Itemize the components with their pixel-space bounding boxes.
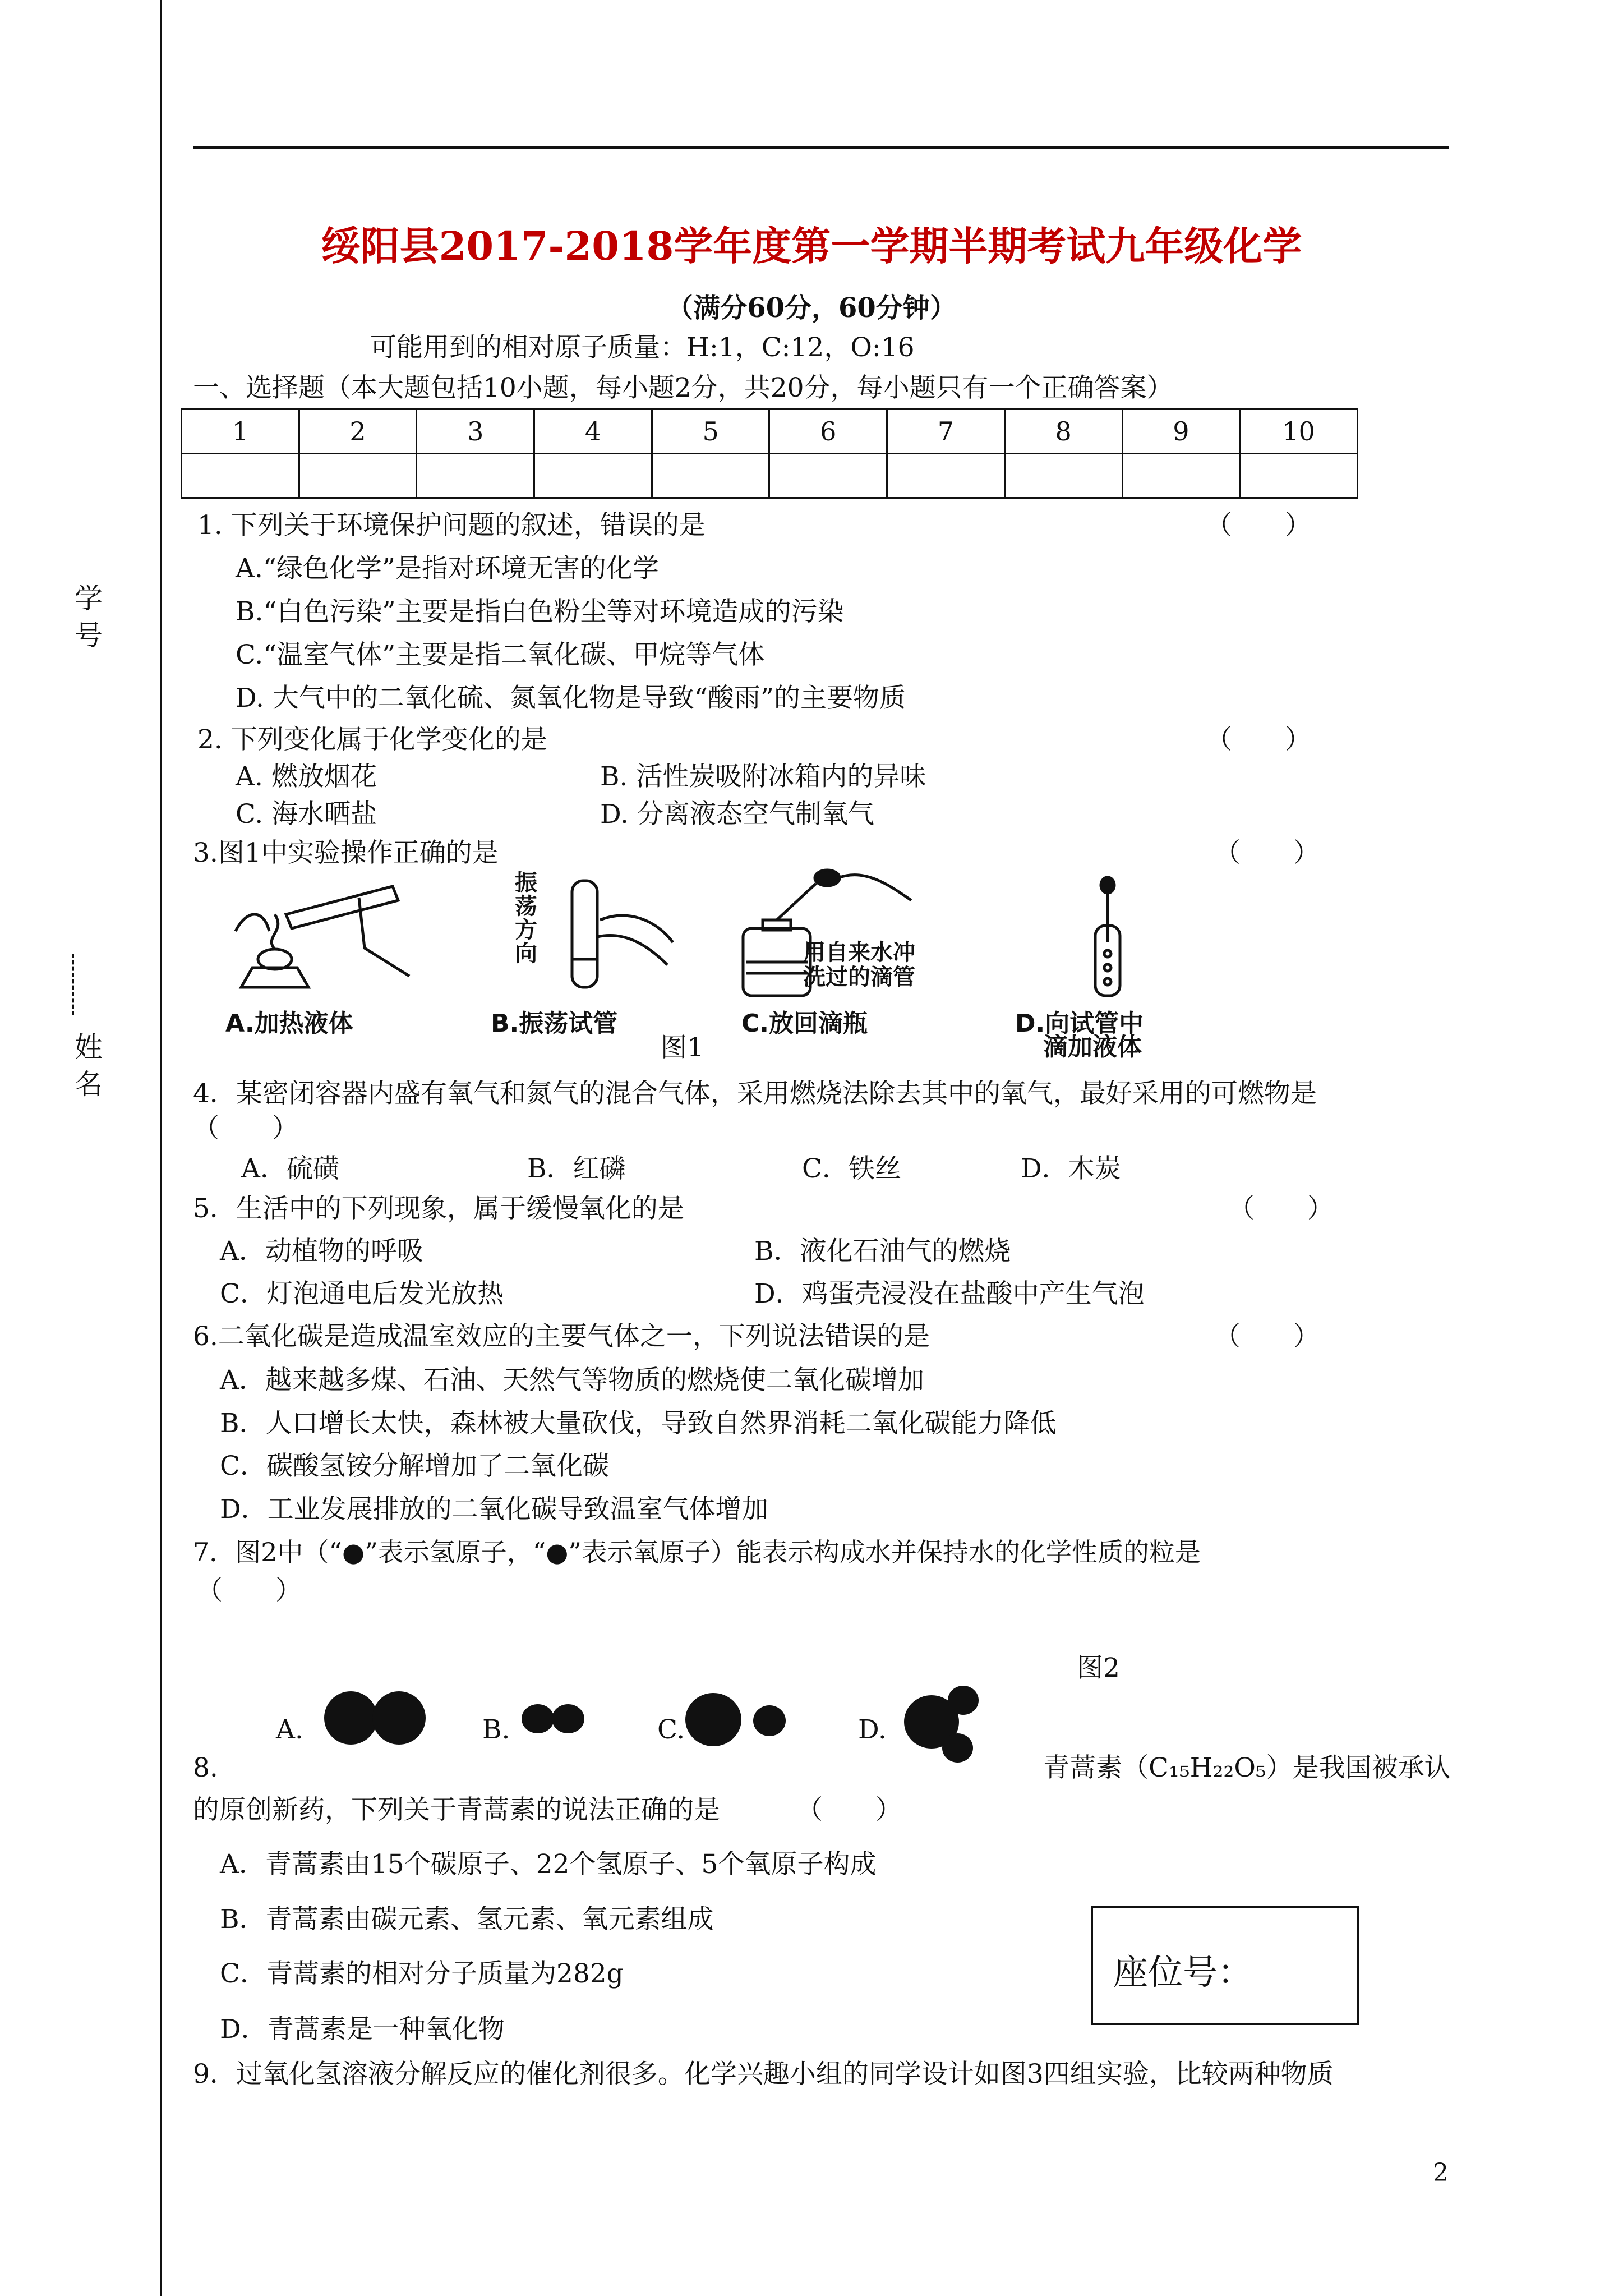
exam-title: 绥阳县2017-2018学年度第一学期半期考试九年级化学 — [321, 223, 1302, 269]
heating-liquid-illustration — [224, 875, 449, 1004]
q2-option-a: A. 燃放烟花 — [236, 761, 377, 792]
exam-subtitle: （满分60分，60分钟） — [666, 292, 957, 324]
q1-option-d: D. 大气中的二氧化硫、氮氧化物是导致“酸雨”的主要物质 — [236, 683, 906, 714]
answer-header-cell: 9 — [1122, 409, 1240, 454]
q4-answer-paren: （ ） — [193, 1113, 298, 1144]
q5-answer-paren: （ ） — [1228, 1193, 1334, 1224]
answer-header-cell: 10 — [1240, 409, 1358, 454]
figure2-caption: 图2 — [1077, 1653, 1120, 1683]
fig1-label-d-line2: 滴加液体 — [1043, 1033, 1142, 1061]
q5-stem: 5．生活中的下列现象，属于缓慢氧化的是 — [193, 1193, 684, 1224]
fig2-option-c: C. — [657, 1714, 685, 1745]
answer-header-cell: 4 — [534, 409, 652, 454]
name-blank — [72, 954, 76, 1015]
answer-cell[interactable] — [887, 454, 1005, 498]
atom-icon — [324, 1691, 377, 1745]
atom-icon — [942, 1733, 973, 1763]
q1-option-a: A.“绿色化学”是指对环境无害的化学 — [236, 553, 659, 584]
q1-answer-paren: （ ） — [1206, 510, 1311, 541]
fig2-option-a: A. — [276, 1714, 303, 1745]
seat-number-label: 座位号： — [1113, 1952, 1253, 1993]
atom-icon — [948, 1686, 979, 1715]
q4-option-a: A．硫磺 — [241, 1153, 339, 1184]
name-label: 姓 名 — [70, 1032, 103, 1097]
q8-option-d: D．青蒿素是一种氧化物 — [220, 2014, 505, 2045]
student-id-label: 学 号 — [70, 583, 103, 648]
section-heading: 一、选择题（本大题包括10小题，每小题2分，共20分，每小题只有一个正确答案） — [193, 372, 1173, 403]
q2-stem: 2. 下列变化属于化学变化的是 — [197, 724, 547, 755]
figure1-caption: 图1 — [661, 1032, 704, 1063]
q1-option-b: B.“白色污染”主要是指白色粉尘等对环境造成的污染 — [236, 596, 844, 627]
q5-option-d: D．鸡蛋壳浸没在盐酸中产生气泡 — [754, 1278, 1145, 1309]
q1-stem: 1. 下列关于环境保护问题的叙述，错误的是 — [197, 510, 706, 541]
q6-option-c: C．碳酸氢铵分解增加了二氧化碳 — [220, 1451, 609, 1481]
q8-stem-continued: 的原创新药，下列关于青蒿素的说法正确的是 — [193, 1795, 720, 1825]
q7-answer-paren: （ ） — [196, 1575, 302, 1606]
answer-cell[interactable] — [652, 454, 769, 498]
shake-char: 方 — [515, 917, 537, 943]
q6-answer-paren: （ ） — [1214, 1321, 1320, 1352]
q8-stem-right: 青蒿素（C₁₅H₂₂O₅）是我国被承认 — [1043, 1752, 1451, 1783]
answer-cell[interactable] — [1240, 454, 1358, 498]
fig1-label-a: A.加热液体 — [225, 1009, 353, 1038]
shake-char: 向 — [515, 941, 537, 967]
q2-option-d: D. 分离液态空气制氧气 — [600, 799, 874, 830]
answer-header-cell: 3 — [417, 409, 534, 454]
binding-line — [160, 0, 162, 2296]
fig2-option-b: B. — [482, 1714, 510, 1745]
rinse-note-line1: 用自来水冲 — [803, 940, 915, 965]
q4-option-d: D．木炭 — [1021, 1153, 1121, 1184]
answer-cell[interactable] — [182, 454, 299, 498]
q5-option-c: C．灯泡通电后发光放热 — [220, 1278, 504, 1309]
fig2-option-d: D. — [858, 1714, 887, 1745]
q4-option-b: B．红磷 — [527, 1153, 626, 1184]
rinse-note-line2: 洗过的滴管 — [803, 964, 915, 990]
fig1-label-d-line1: D.向试管中 — [1015, 1009, 1144, 1038]
atom-icon — [685, 1693, 741, 1746]
answer-header-cell: 8 — [1004, 409, 1122, 454]
answer-header-cell: 2 — [299, 409, 417, 454]
q5-option-b: B．液化石油气的燃烧 — [754, 1236, 1011, 1267]
q8-option-c: C．青蒿素的相对分子质量为282g — [220, 1958, 624, 1989]
q6-option-b: B．人口增长太快，森林被大量砍伐，导致自然界消耗二氧化碳能力降低 — [220, 1408, 1057, 1439]
q4-stem: 4．某密闭容器内盛有氧气和氮气的混合气体，采用燃烧法除去其中的氧气，最好采用的可燃物是 — [193, 1078, 1317, 1109]
q8-option-b: B．青蒿素由碳元素、氢元素、氧元素组成 — [220, 1904, 714, 1935]
q6-option-a: A．越来越多煤、石油、天然气等物质的燃烧使二氧化碳增加 — [220, 1365, 924, 1396]
fig1-label-b: B.振荡试管 — [491, 1009, 618, 1038]
atom-icon — [522, 1704, 554, 1733]
header-rule — [193, 146, 1449, 149]
q8-answer-paren: （ ） — [796, 1795, 902, 1825]
answer-table — [181, 408, 1358, 499]
answer-cell[interactable] — [534, 454, 652, 498]
atom-icon — [372, 1691, 426, 1745]
answer-table-header-row — [182, 409, 1358, 454]
shake-char: 振 — [515, 870, 537, 896]
atomic-mass-note: 可能用到的相对原子质量：H:1，C:12，O:16 — [370, 332, 915, 363]
q7-stem: 7．图2中（“●”表示氢原子，“●”表示氧原子）能表示构成水并保持水的化学性质的粒是 — [193, 1537, 1201, 1567]
answer-header-cell: 5 — [652, 409, 769, 454]
atom-icon — [753, 1705, 786, 1736]
answer-cell[interactable] — [1122, 454, 1240, 498]
q1-option-c: C.“温室气体”主要是指二氧化碳、甲烷等气体 — [236, 639, 765, 670]
q8-number: 8. — [193, 1752, 218, 1783]
q2-option-c: C. 海水晒盐 — [236, 799, 377, 830]
answer-cell[interactable] — [417, 454, 534, 498]
answer-cell[interactable] — [1004, 454, 1122, 498]
q4-option-c: C．铁丝 — [802, 1153, 901, 1184]
answer-table-blank-row — [182, 454, 1358, 498]
page-number: 2 — [1433, 2159, 1449, 2187]
q9-stem: 9．过氧化氢溶液分解反应的催化剂很多。化学兴趣小组的同学设计如图3四组实验，比较两种物质 — [193, 2059, 1334, 2090]
q6-option-d: D．工业发展排放的二氧化碳导致温室气体增加 — [220, 1494, 768, 1525]
answer-header-cell: 1 — [182, 409, 299, 454]
answer-cell[interactable] — [769, 454, 887, 498]
q2-option-b: B. 活性炭吸附冰箱内的异味 — [600, 761, 926, 792]
shake-char: 荡 — [515, 894, 537, 919]
q6-stem: 6.二氧化碳是造成温室效应的主要气体之一，下列说法错误的是 — [193, 1321, 930, 1352]
shake-direction-text — [515, 871, 537, 965]
q2-answer-paren: （ ） — [1206, 724, 1311, 755]
answer-header-cell: 7 — [887, 409, 1005, 454]
atom-icon — [552, 1704, 584, 1733]
q8-option-a: A．青蒿素由15个碳原子、22个氢原子、5个氧原子构成 — [220, 1849, 877, 1880]
answer-header-cell: 6 — [769, 409, 887, 454]
q3-answer-paren: （ ） — [1214, 838, 1320, 868]
q5-option-a: A．动植物的呼吸 — [220, 1236, 423, 1267]
answer-cell[interactable] — [299, 454, 417, 498]
q3-stem: 3.图1中实验操作正确的是 — [193, 838, 499, 868]
dropping-into-tube-illustration — [1074, 875, 1141, 999]
fig1-label-c: C.放回滴瓶 — [741, 1009, 868, 1038]
